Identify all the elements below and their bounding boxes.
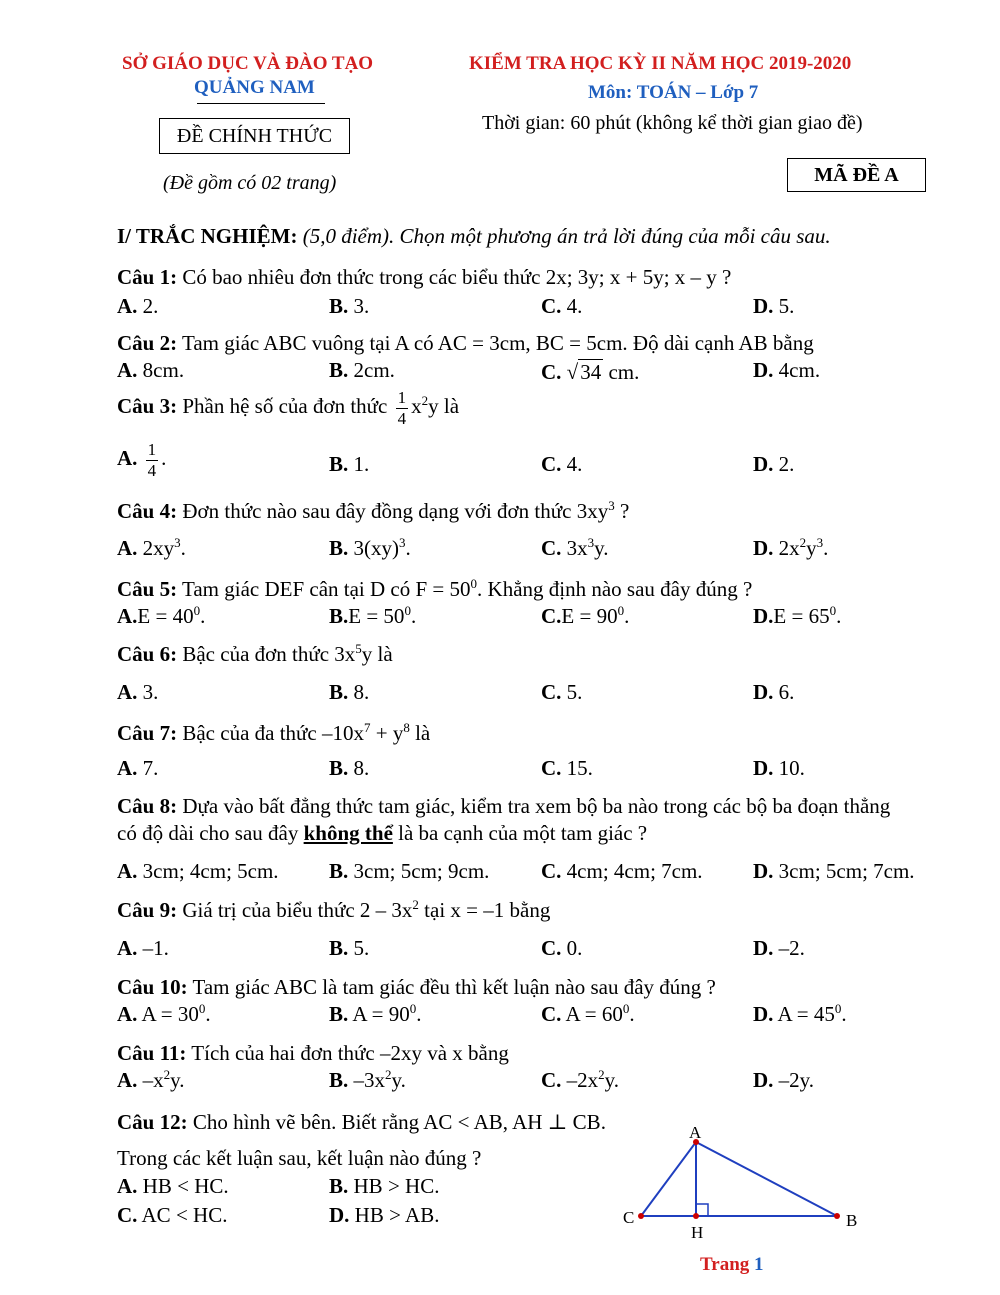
q3-option-a[interactable]: A. $\frac{1}{4}$ . (117, 440, 167, 480)
q7-option-a[interactable]: A. 7. (117, 756, 159, 780)
q11-option-a[interactable]: A. $-x^2y$. (117, 1067, 185, 1092)
q11-option-c[interactable]: C. $-2x^2y$. (541, 1067, 620, 1092)
q5-option-b[interactable]: $B.E = 50^0$. (329, 603, 417, 628)
q1-option-c[interactable]: C. 4. (541, 294, 583, 318)
question-7: Câu 7: Bậc của đa thức $-10x^7 + y^8$ là (117, 720, 431, 745)
q2-option-c[interactable]: C. √34 cm. (541, 360, 640, 384)
q12-option-a[interactable]: A. HB < HC. (117, 1174, 229, 1198)
q9-option-a[interactable]: A. –1. (117, 936, 169, 960)
q4-option-b[interactable]: B. 3(xy)$^3$. (329, 535, 411, 560)
question-12-line2: Trong các kết luận sau, kết luận nào đúng ? (117, 1146, 482, 1170)
q11-option-d[interactable]: D. –2y. (753, 1068, 815, 1092)
exam-title: KIỂM TRA HỌC KỲ II NĂM HỌC 2019-2020 (469, 53, 852, 74)
q2-option-d[interactable]: D. 4cm. (753, 358, 821, 382)
triangle-abc (641, 1142, 837, 1216)
question-12: Câu 12: Cho hình vẽ bên. Biết rằng AC < AB, AH ⊥ CB. (117, 1110, 606, 1134)
q4-option-c[interactable]: C. $3x^3y$. (541, 535, 609, 560)
official-exam-box: ĐỀ CHÍNH THỨC (159, 118, 350, 154)
q1-option-b[interactable]: B. 3. (329, 294, 370, 318)
fraction-one-quarter: $\frac{1}{4}$ (397, 388, 407, 428)
q6-option-b[interactable]: B. 8. (329, 680, 370, 704)
question-4: Câu 4: Đơn thức nào sau đây đồng dạng với đơn thức $3xy^3$ ? (117, 498, 630, 523)
question-3: Câu 3: Phần hệ số của đơn thức $\frac{1}{4}$ $x^2y$ là (117, 388, 460, 428)
question-1: Câu 1: Có bao nhiêu đơn thức trong các biểu thức 2x; 3y; x + 5y; x – y ? (117, 265, 732, 289)
q8-option-a[interactable]: A. 3cm; 4cm; 5cm. (117, 859, 279, 883)
label-h: H (691, 1223, 704, 1242)
q5-option-c[interactable]: $C.E = 90^0$. (541, 603, 630, 628)
page-footer: Trang 1 (700, 1254, 764, 1275)
q10-option-d[interactable]: D. $A = 45^0$. (753, 1001, 847, 1026)
q12-option-c[interactable]: C. AC < HC. (117, 1203, 228, 1227)
q7-option-c[interactable]: C. 15. (541, 756, 593, 780)
q10-option-a[interactable]: A. $A = 30^0$. (117, 1001, 211, 1026)
pages-note: (Đề gồm có 02 trang) (163, 172, 337, 194)
q1-option-a[interactable]: A. 2. (117, 294, 159, 318)
q12-option-d[interactable]: D. HB > AB. (329, 1203, 440, 1227)
q10-option-c[interactable]: C. $A = 60^0$. (541, 1001, 635, 1026)
q10-option-b[interactable]: B. $A = 90^0$. (329, 1001, 422, 1026)
q6-option-d[interactable]: D. 6. (753, 680, 795, 704)
label-b: B (846, 1211, 858, 1230)
q9-option-b[interactable]: B. 5. (329, 936, 370, 960)
department-name: SỞ GIÁO DỤC VÀ ĐÀO TẠO (122, 53, 374, 74)
q9-option-d[interactable]: D. –2. (753, 936, 805, 960)
time-note: Thời gian: 60 phút (không kể thời gian giao đề) (482, 112, 863, 134)
q5-option-d[interactable]: $D.E = 65^0$. (753, 603, 842, 628)
q4-option-d[interactable]: D. $2x^2y^3$. (753, 535, 829, 560)
section-heading (117, 224, 831, 249)
q7-option-d[interactable]: D. 10. (753, 756, 805, 780)
triangle-figure (615, 1118, 865, 1248)
section-instruction: (5,0 điểm). Chọn một phương án trả lời đúng của mỗi câu sau. (297, 224, 831, 248)
q3-option-d[interactable]: D. 2. (753, 452, 795, 476)
q1-option-d[interactable]: D. 5. (753, 294, 795, 318)
q2-option-a[interactable]: A. 8cm. (117, 358, 185, 382)
q8-option-c[interactable]: C. 4cm; 4cm; 7cm. (541, 859, 703, 883)
label-a: A (689, 1123, 702, 1142)
question-11: Câu 11: Tích của hai đơn thức –2xy và x bằng (117, 1041, 509, 1065)
q4-option-a[interactable]: A. $2xy^3$. (117, 535, 186, 560)
q9-option-c[interactable]: C. 0. (541, 936, 583, 960)
q12-option-b[interactable]: B. HB > HC. (329, 1174, 440, 1198)
q3-option-b[interactable]: B. 1. (329, 452, 370, 476)
subject-line: Môn: TOÁN – Lớp 7 (588, 82, 759, 103)
province-name: QUẢNG NAM (194, 77, 315, 98)
q3-option-c[interactable]: C. 4. (541, 452, 583, 476)
question-5: Câu 5: Tam giác DEF cân tại D có $F = 50^0$. Khẳng định nào sau đây đúng ? (117, 576, 753, 601)
question-10: Câu 10: Tam giác ABC là tam giác đều thì kết luận nào sau đây đúng ? (117, 975, 716, 999)
question-6: Câu 6: Bậc của đơn thức $3x^5y$ là (117, 641, 393, 666)
sqrt-34: √34 (566, 360, 602, 384)
exam-code-box: MÃ ĐỀ A (787, 158, 926, 192)
emphasis-not-possible: không thể (303, 821, 393, 845)
header-divider (197, 103, 325, 104)
q8-option-b[interactable]: B. 3cm; 5cm; 9cm. (329, 859, 490, 883)
question-8: Câu 8: Dựa vào bất đẳng thức tam giác, kiểm tra xem bộ ba nào trong các bộ ba đoạn thẳng (117, 794, 891, 818)
q2-option-b[interactable]: B. 2cm. (329, 358, 395, 382)
point-h (693, 1213, 699, 1219)
label-c: C (623, 1208, 635, 1227)
question-9: Câu 9: Giá trị của biểu thức $2 - 3x^2$ tại x = –1 bằng (117, 897, 551, 922)
section-title: I/ TRẮC NGHIỆM: (117, 224, 298, 248)
q7-option-b[interactable]: B. 8. (329, 756, 370, 780)
q6-option-a[interactable]: A. 3. (117, 680, 159, 704)
q6-option-c[interactable]: C. 5. (541, 680, 583, 704)
point-b (834, 1213, 840, 1219)
question-2: Câu 2: Tam giác ABC vuông tại A có AC = 3cm, BC = 5cm. Độ dài cạnh AB bằng (117, 331, 814, 355)
question-8-line2: có độ dài cho sau đây không thể là ba cạnh của một tam giác ? (117, 821, 648, 845)
q5-option-a[interactable]: $A.E = 40^0$. (117, 603, 206, 628)
q8-option-d[interactable]: D. 3cm; 5cm; 7cm. (753, 859, 915, 883)
point-c (638, 1213, 644, 1219)
q11-option-b[interactable]: B. $-3x^2y$. (329, 1067, 406, 1092)
